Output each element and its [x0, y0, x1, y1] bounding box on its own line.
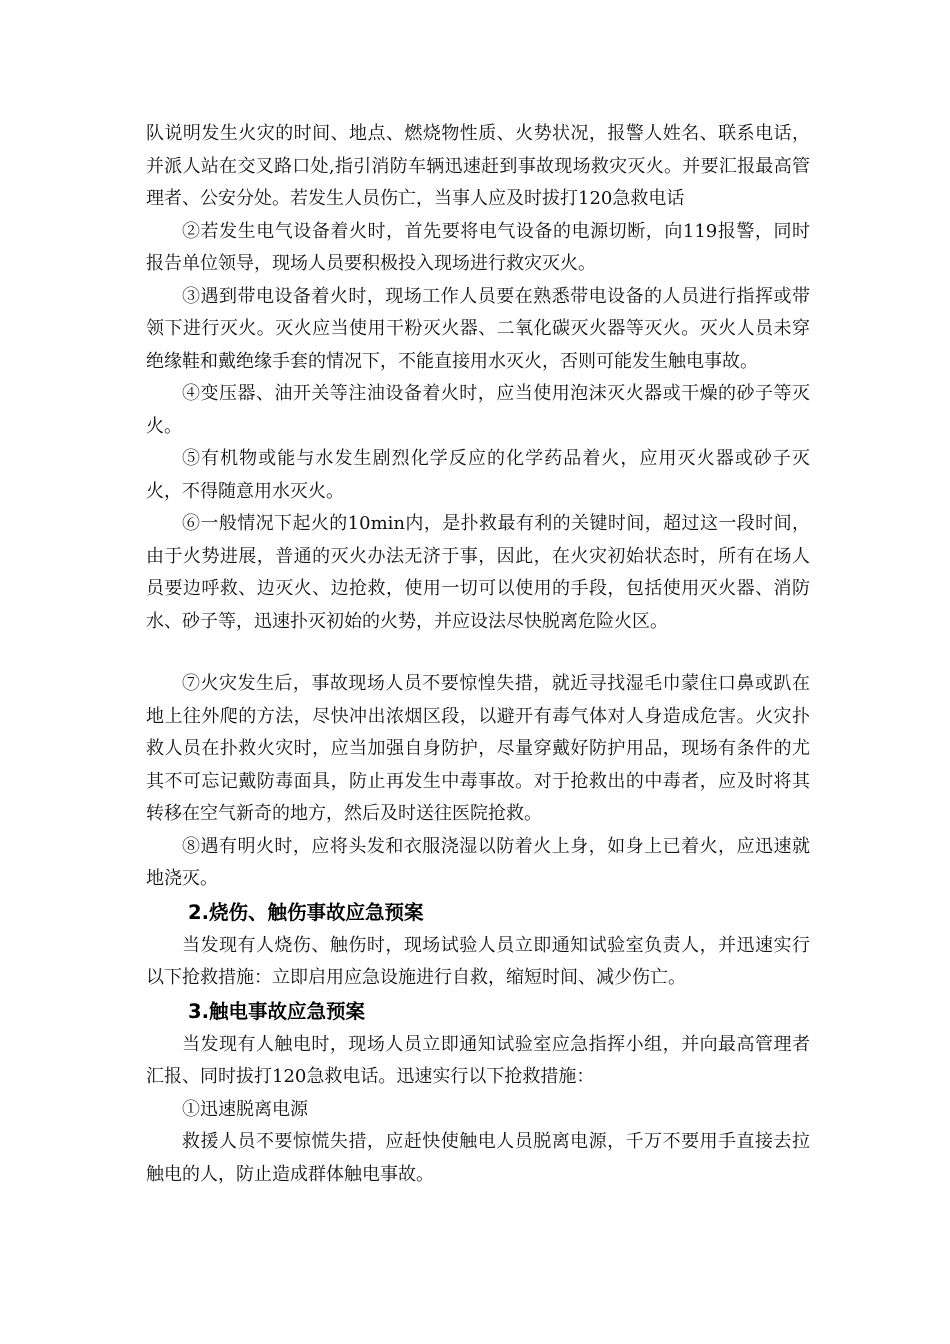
- document-body: [146, 118, 810, 1191]
- paragraph-rescuer-guidance: 救援人员不要惊慌失措，应赶快使触电人员脱离电源，千万不要用手直接去拉触电的人，防止造成群体触电事故。: [146, 1131, 810, 1185]
- section-heading-burn-injury: 2.烧伤、触伤事故应急预案: [188, 900, 424, 924]
- paragraph-evacuation: ⑦火灾发生后，事故现场人员不要惊惶失措，就近寻找湿毛巾蒙住口鼻或趴在地上往外爬的方法，尽快冲出浓烟区段，以避开有毒气体对人身造成危害。火灾扑救人员在扑救火灾时，应当加强自身防护，尽量穿戴好防护用品，现场有条件的尤其不可忘记戴防毒面具，防止再发生中毒事故。对于抢救出的中毒者，应及时将其转移在空气新奇的地方，然后及时送往医院抢救。: [146, 673, 810, 824]
- paragraph-disconnect-power: ①迅速脱离电源: [182, 1098, 308, 1120]
- paragraph-electric-shock: 当发现有人触电时，现场人员立即通知试验室应急指挥小组，并向最高管理者汇报、同时拔打120急救电话。迅速实行以下抢救措施：: [146, 1033, 810, 1087]
- paragraph-burn-injury: 当发现有人烧伤、触伤时，现场试验人员立即通知试验室负责人，并迅速实行以下抢救措施：立即启用应急设施进行自救，缩短时间、减少伤亡。: [146, 934, 810, 988]
- paragraph-transformer-fire: ④变压器、油开关等注油设备着火时，应当使用泡沫灭火器或干燥的砂子等灭火。: [146, 383, 810, 437]
- paragraph-chemical-fire: ⑤有机物或能与水发生剧烈化学反应的化学药品着火，应用灭火器或砂子灭火，不得随意用水灭火。: [146, 448, 810, 502]
- paragraph-open-flame: ⑧遇有明火时，应将头发和衣服浇湿以防着火上身，如身上已着火，应迅速就地浇灭。: [146, 835, 810, 889]
- paragraph-initial-fire: ⑥一般情况下起火的10min内，是扑救最有利的关键时间，超过这一段时间，由于火势进展，普通的灭火办法无济于事，因此，在火灾初始状态时，所有在场人员要边呼救、边灭火、边抢救，使用一切可以使用的手段，包括使用灭火器、消防水、砂子等，迅速扑灭初始的火势，并应设法尽快脱离危险火区。: [146, 513, 810, 632]
- paragraph-live-equipment-fire: ③遇到带电设备着火时，现场工作人员要在熟悉带电设备的人员进行指挥或带领下进行灭火。灭火应当使用干粉灭火器、二氧化碳灭火器等灭火。灭火人员未穿绝缘鞋和戴绝缘手套的情况下，不能直接用水灭火，否则可能发生触电事故。: [146, 285, 810, 372]
- paragraph-fire-report: 队说明发生火灾的时间、地点、燃烧物性质、火势状况，报警人姓名、联系电话，并派人站在交叉路口处,指引消防车辆迅速赶到事故现场救灾灭火。并要汇报最高管理者、公安分处。若发生人员伤亡，当事人应及时拔打120急救电话: [146, 123, 810, 209]
- section-heading-electric-shock: 3.触电事故应急预案: [188, 999, 365, 1023]
- paragraph-electrical-fire: ②若发生电气设备着火时，首先要将电气设备的电源切断，向119报警，同时报告单位领导，现场人员要积极投入现场进行救灾灭火。: [146, 220, 810, 274]
